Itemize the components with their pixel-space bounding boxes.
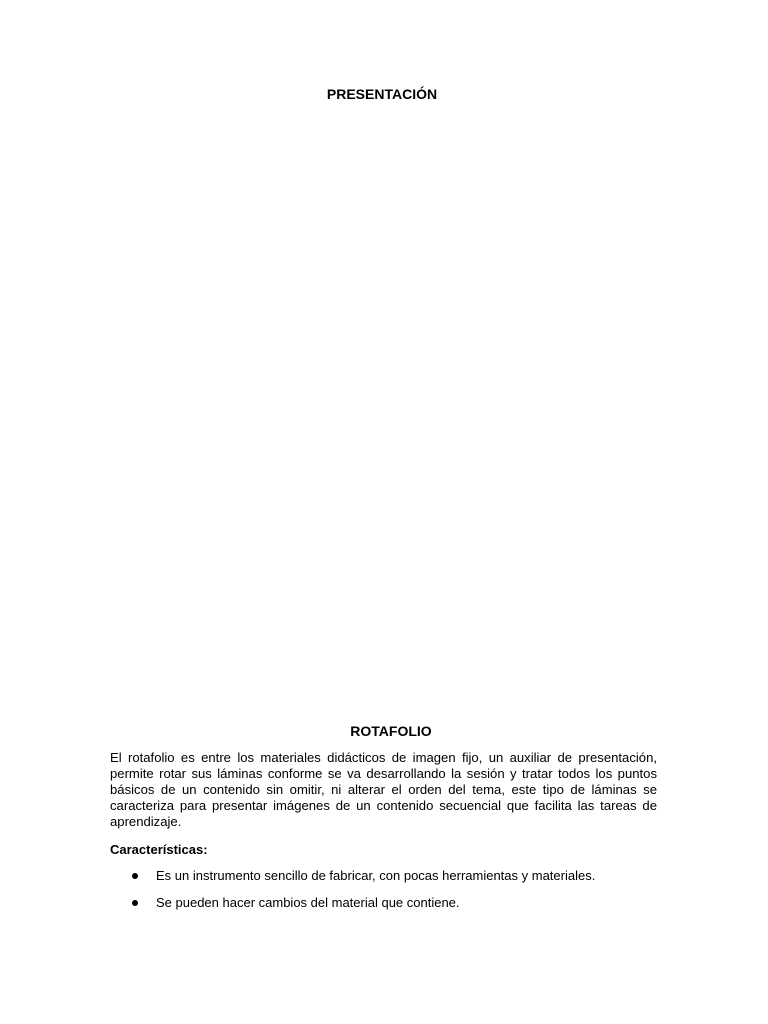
- body-paragraph: El rotafolio es entre los materiales didácticos de imagen fijo, un auxiliar de presentación, permite rotar sus láminas conforme se va desarrollando la sesión y tratar todos los puntos básicos de un contenido sin omitir, ni alterar el orden del tema, este tipo de láminas se caracteriza para presentar imágenes de un contenido secuencial que facilita las tareas de aprendizaje.: [110, 750, 657, 830]
- list-item: [110, 895, 670, 911]
- presentation-title: PRESENTACIÓN: [326, 86, 438, 102]
- bullet-icon: [132, 873, 138, 879]
- list-item-text: Se pueden hacer cambios del material que contiene.: [156, 895, 460, 910]
- characteristics-list: [110, 868, 670, 922]
- list-item: [110, 868, 670, 884]
- bullet-icon: [132, 900, 138, 906]
- list-item-text: Es un instrumento sencillo de fabricar, con pocas herramientas y materiales.: [156, 868, 596, 883]
- section-title: ROTAFOLIO: [350, 723, 432, 739]
- characteristics-heading: Características:: [110, 842, 208, 857]
